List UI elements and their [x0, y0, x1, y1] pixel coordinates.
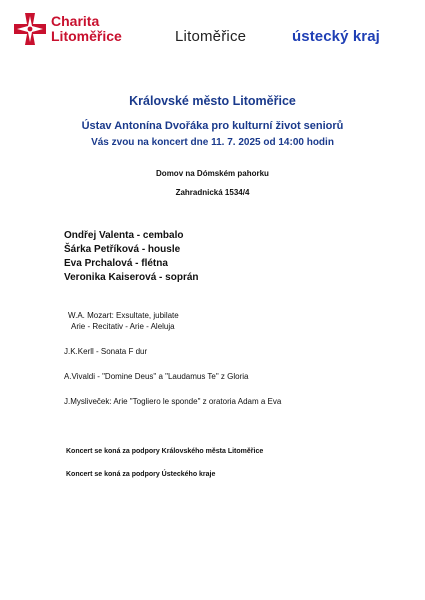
performer-item: Veronika Kaiserová - soprán: [64, 272, 199, 283]
performer-item: Ondřej Valenta - cembalo: [64, 230, 184, 241]
institute-title: Ústav Antonína Dvořáka pro kulturní život seniorů: [81, 120, 344, 132]
program-item-mozart: W.A. Mozart: Exsultate, jubilate: [68, 311, 179, 320]
city-title: Královské město Litoměřice: [129, 94, 296, 108]
support-line-city: Koncert se koná za podpory Královského města Litoměřice: [66, 448, 264, 455]
venue-name: Domov na Dómském pahorku: [156, 169, 269, 178]
program-item-vivaldi: A.Vivaldi - "Domine Deus" a "Laudamus Te" z Gloria: [64, 372, 249, 381]
program-item-mozart-movements: Arie - Recitativ - Arie - Aleluja: [71, 322, 175, 331]
charita-logo: [14, 13, 132, 47]
performer-item: Eva Prchalová - flétna: [64, 258, 168, 269]
ustecky-kraj-logo: ústecký kraj: [292, 28, 380, 45]
performer-item: Šárka Petříková - housle: [64, 244, 181, 255]
charita-cross-icon: [14, 13, 46, 45]
charita-wordmark: [51, 14, 122, 44]
program-item-myslivecek: J.Mysliveček: Arie "Togliero le sponde" z oratoria Adam a Eva: [64, 397, 282, 406]
venue-street: Zahradnická 1534/4: [175, 188, 250, 197]
support-line-region: Koncert se koná za podpory Ústeckého kraje: [66, 471, 216, 478]
performers-list: [64, 229, 199, 285]
charita-line2: Litoměřice: [51, 28, 122, 44]
litomerice-logo: Litoměřice: [175, 28, 247, 45]
invitation-line: Vás zvou na koncert dne 11. 7. 2025 od 14:00 hodin: [91, 137, 334, 148]
charita-line1: Charita: [51, 13, 100, 29]
program-item-kerll: J.K.Kerll - Sonata F dur: [64, 347, 148, 356]
